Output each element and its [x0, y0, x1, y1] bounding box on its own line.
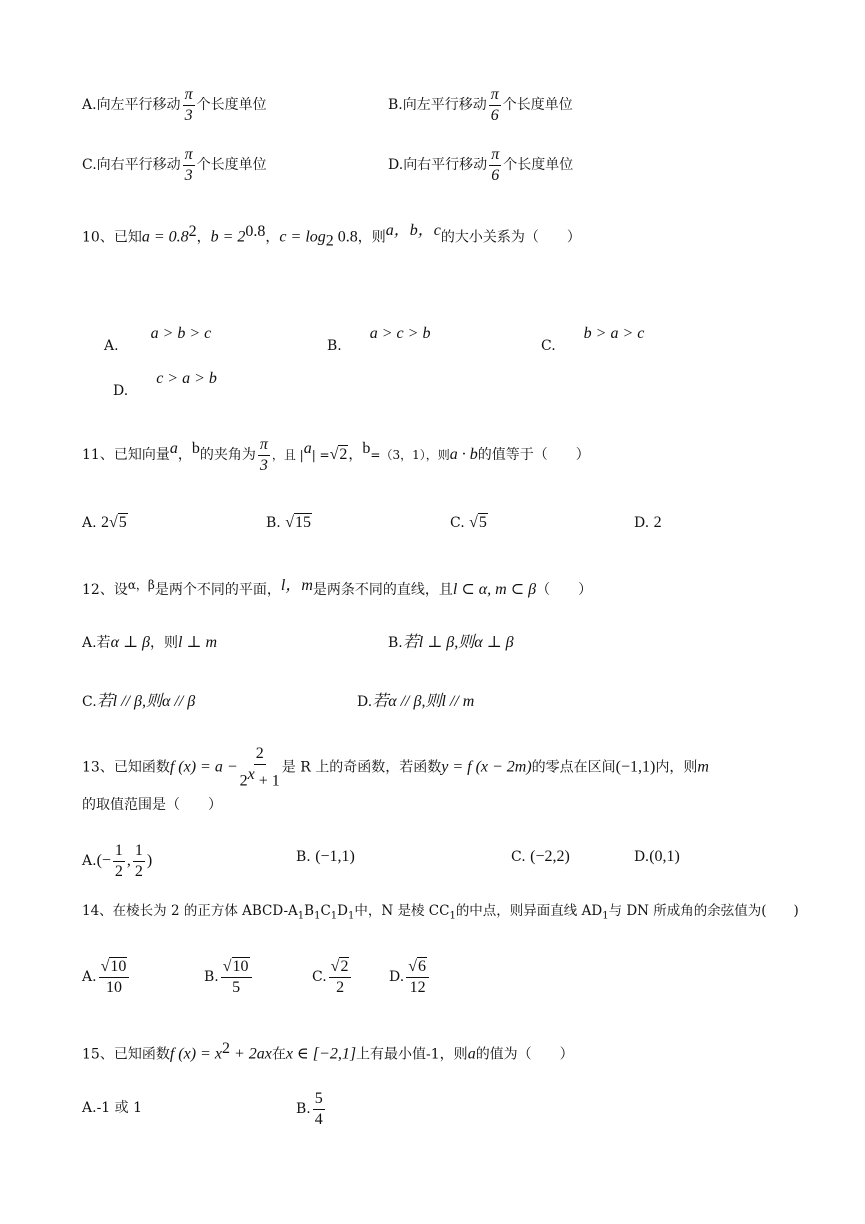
q12-t1: 是两个不同的平面，	[154, 582, 281, 598]
q9-a-num: π	[183, 86, 195, 106]
q14-s3: 1	[330, 910, 338, 922]
q11-dot: a · b	[449, 446, 478, 464]
q9-d-label: D.	[388, 157, 404, 174]
q9-option-d[interactable]	[388, 146, 573, 184]
q13-num: 2	[254, 745, 266, 765]
q14-d-den: 12	[409, 978, 426, 996]
q15-f: f (x) = x	[169, 1045, 222, 1063]
q13-d-expr: (0,1)	[649, 848, 680, 865]
q9-a-text1: 向左平行移动	[96, 97, 181, 114]
q9-b-text2: 个长度单位	[502, 97, 573, 114]
q14-s6: 1	[602, 910, 609, 922]
q14-d-rad: 6	[417, 958, 426, 975]
q12-prefix: 12、设	[82, 582, 128, 598]
q9-b-den: 6	[490, 106, 499, 124]
q14-s2: 1	[314, 910, 321, 922]
q9-b-num: π	[489, 86, 501, 106]
q14-c-den: 2	[336, 978, 345, 996]
q11-c-rad: 5	[478, 514, 487, 531]
q12-tail: （ ）	[536, 582, 593, 598]
q13-b-expr: (−1,1)	[315, 848, 355, 865]
q11-d-coef: 2	[653, 514, 662, 531]
q12-a-res: l ⊥ m	[177, 634, 218, 651]
q11-a-label: A.	[82, 515, 97, 531]
q14-d-label: D.	[389, 969, 405, 986]
q12-planes: α，β	[127, 578, 155, 592]
q10-then: ，则	[357, 229, 386, 246]
q14-s1: 1	[297, 910, 305, 922]
q9-c-label: C.	[82, 157, 97, 174]
q14-option-d[interactable]: D. $\frac{√6}{12}$	[389, 958, 431, 996]
q15-option-b[interactable]	[296, 1090, 327, 1128]
q14-b-rad: 10	[232, 958, 249, 975]
q14-stem-text: 14、在棱长为 2 的正方体 ABCD-A	[82, 903, 298, 919]
q11-abs-end: | =	[311, 448, 330, 463]
q11-a-rad: 5	[118, 514, 127, 531]
q14-option-a[interactable]: A. $\frac{√10}{10}$	[82, 958, 131, 996]
q13-c-expr: (−2,2)	[530, 848, 570, 865]
q10-option-d[interactable]	[113, 370, 217, 399]
q10-b-expr: a > c > b	[369, 325, 431, 342]
q10-stem	[82, 221, 581, 250]
q13-den-exp: x	[247, 765, 255, 783]
q11-tail: 的值等于（ ）	[477, 447, 590, 464]
q9-option-c[interactable]	[82, 146, 267, 184]
q13-option-c[interactable]	[511, 849, 570, 865]
q12-a-mid: ，则	[149, 635, 178, 651]
q11-prefix: 11、已知向量	[82, 447, 170, 464]
q11-v4: b	[362, 440, 371, 458]
q10-b-eq: b = 2	[210, 228, 246, 246]
q12-c-expr: 若l // β,则α // β	[96, 693, 196, 710]
q9-b-label: B.	[388, 97, 403, 114]
q9-c-text1: 向右平行移动	[96, 157, 181, 174]
q11-b-label: B.	[266, 515, 281, 531]
q13-den-tail: + 1	[254, 771, 280, 789]
q13-a-n1: 1	[113, 842, 125, 862]
q12-option-c[interactable]	[82, 694, 195, 710]
q11-sqrt-val: 2	[339, 446, 348, 464]
q13-f: f (x) = a −	[169, 758, 238, 776]
q9-option-a[interactable]	[82, 86, 267, 124]
q13-t2: 的零点在区间	[531, 759, 616, 776]
q11-den: 3	[259, 456, 268, 474]
q10-option-b[interactable]	[327, 325, 431, 354]
q13-option-a[interactable]	[82, 842, 152, 880]
q11-angle-text: 的夹角为	[199, 447, 256, 464]
q15-b-label: B.	[296, 1101, 311, 1118]
q11-option-c[interactable]: C. √5	[450, 514, 487, 531]
q15-t1: 在	[271, 1046, 286, 1063]
q15-f-tail: + 2ax	[229, 1045, 272, 1063]
q12-stem	[82, 577, 593, 598]
q11-c-label: C.	[450, 515, 465, 531]
q11-sep: ，	[348, 447, 363, 464]
q10-b-exp: 0.8	[245, 223, 266, 240]
q13-d-label: D.	[634, 849, 650, 865]
q9-option-b[interactable]	[388, 86, 573, 124]
q12-d-label: D.	[357, 694, 373, 710]
q14-t4: 中，N 是棱 CC	[354, 903, 450, 919]
q13-c-label: C.	[511, 849, 526, 865]
q11-b-rad: 15	[294, 514, 311, 531]
q9-c-den: 3	[184, 166, 193, 184]
q12-a-label: A.若	[82, 635, 111, 651]
q10-c-label: C.	[541, 338, 556, 354]
q12-option-b[interactable]	[388, 635, 514, 651]
q10-tail: 的大小关系为（ ）	[440, 229, 581, 246]
q9-a-label: A.	[82, 97, 97, 114]
q9-a-den: 3	[184, 106, 193, 124]
q13-prefix: 13、已知函数	[82, 759, 170, 776]
q9-d-text1: 向右平行移动	[403, 157, 488, 174]
q10-c-eq: c = log	[279, 228, 326, 246]
q10-vars: a，b，c	[385, 221, 441, 239]
q10-d-label: D.	[113, 383, 129, 399]
q13-a-n2: 1	[133, 842, 145, 862]
q13-a-comma: ,	[126, 852, 131, 870]
q12-d-expr: 若α // β,则l // m	[372, 693, 475, 710]
q13-b-label: B.	[296, 849, 311, 865]
q13-t1: 是 R 上的奇函数，若函数	[281, 759, 442, 776]
q9-c-text2: 个长度单位	[196, 157, 267, 174]
q14-option-c[interactable]: C. $\frac{√2}{2}$	[312, 958, 353, 996]
q14-b-den: 5	[232, 978, 241, 996]
q15-a-text: -1 或 1	[96, 1100, 143, 1116]
q11-option-a[interactable]: A. 2√5	[82, 514, 127, 531]
q11-d-label: D.	[634, 515, 650, 531]
q15-t2: 上有最小值-1，则	[356, 1046, 468, 1063]
q15-b-num: 5	[313, 1090, 325, 1110]
q14-option-b[interactable]: B. $\frac{√10}{5}$	[204, 958, 254, 996]
q11-v3: a	[303, 440, 312, 458]
q10-a-exp: 2	[188, 223, 197, 240]
q13-a-d1: 2	[114, 862, 123, 880]
q14-t1: B	[304, 903, 315, 919]
q15-a: a	[467, 1045, 476, 1063]
q9-d-text2: 个长度单位	[503, 157, 574, 174]
q14-t2: C	[320, 903, 331, 919]
q10-b-label: B.	[327, 338, 342, 354]
q10-prefix: 10、已知	[82, 229, 142, 246]
q14-c-label: C.	[312, 969, 327, 986]
q9-d-den: 6	[491, 166, 500, 184]
q12-option-d[interactable]	[357, 694, 474, 710]
q14-t6: 与 DN 所成角的余弦值为( )	[608, 903, 799, 919]
q15-exp: 2	[221, 1040, 230, 1057]
q10-d-expr: c > a > b	[156, 370, 217, 387]
q13-option-b[interactable]	[296, 849, 355, 865]
q14-a-den: 10	[105, 978, 122, 996]
q11-v2: b	[191, 440, 200, 458]
q14-t3: D	[337, 903, 348, 919]
q10-c-expr: b > a > c	[583, 325, 645, 342]
q10-c-sub: 2	[325, 232, 334, 250]
q12-t2: 是两条不同的直线，且	[312, 582, 453, 598]
q11-a-coef: 2	[101, 514, 110, 531]
q13-stem	[82, 745, 709, 790]
q10-sep2: ，	[265, 229, 280, 246]
q12-option-a[interactable]	[82, 635, 217, 651]
q14-stem	[82, 905, 799, 922]
q9-a-text2: 个长度单位	[196, 97, 267, 114]
q13-a-close: )	[146, 852, 153, 870]
q13-m: m	[697, 758, 709, 776]
q11-v1: a	[169, 440, 178, 458]
q15-b-den: 4	[314, 1110, 323, 1128]
q12-b-expr: 若l ⊥ β,则α ⊥ β	[402, 634, 514, 651]
q15-option-a[interactable]	[82, 1101, 142, 1115]
q13-a-open: (−	[96, 852, 111, 870]
q13-den-base: 2	[239, 771, 248, 789]
q14-s4: 1	[348, 910, 355, 922]
q13-stem-line2: 的取值范围是（ ）	[82, 797, 222, 813]
q14-t5: 的中点，则异面直线 AD	[455, 903, 603, 919]
q10-option-a[interactable]	[104, 325, 212, 354]
q12-cond: l ⊂ α, m ⊂ β	[452, 581, 537, 598]
q14-b-label: B.	[204, 969, 219, 986]
q10-option-c[interactable]	[541, 325, 645, 354]
q14-a-label: A.	[82, 969, 97, 986]
q10-c-tail: 0.8	[333, 228, 358, 246]
q11-vec-val: =（3，1），则	[370, 448, 450, 463]
q11-option-d[interactable]	[634, 515, 662, 531]
q15-x-in: x ∈ [−2,1]	[285, 1045, 357, 1063]
q14-s5: 1	[449, 910, 456, 922]
q13-t3: 内，则	[655, 759, 698, 776]
q13-interval: (−1,1)	[615, 758, 656, 776]
q15-a-label: A.	[82, 1100, 97, 1116]
q9-c-num: π	[183, 146, 195, 166]
q11-option-b[interactable]: B. √15	[266, 514, 311, 531]
q13-a-label: A.	[82, 853, 97, 870]
q9-d-num: π	[489, 146, 501, 166]
q10-a-eq: a = 0.8	[141, 228, 189, 246]
q12-lines: l，m	[280, 577, 313, 594]
q12-c-label: C.	[82, 694, 97, 710]
q14-a-rad: 10	[110, 958, 127, 975]
q11-stem: 11、已知向量a，b的夹角为 $\frac{\pi}{3}$ ，且 |a| =√2，b=（3，1），则a · b的值等于（ ）	[82, 436, 590, 474]
q13-g: y = f (x − 2m)	[441, 758, 532, 776]
q9-b-text1: 向左平行移动	[402, 97, 487, 114]
q14-c-rad: 2	[340, 958, 349, 975]
q15-stem	[82, 1041, 574, 1063]
q12-a-expr: α ⊥ β	[110, 634, 150, 651]
q11-and: ，且 |	[271, 448, 304, 463]
q10-sep1: ，	[196, 229, 211, 246]
q15-tail: 的值为（ ）	[475, 1046, 574, 1063]
q13-option-d[interactable]	[634, 849, 680, 865]
q10-a-expr: a > b > c	[150, 325, 212, 342]
q11-num: π	[258, 436, 270, 456]
q10-a-label: A.	[104, 338, 119, 354]
q11-comma: ，	[177, 447, 192, 464]
q15-prefix: 15、已知函数	[82, 1046, 170, 1063]
q13-a-d2: 2	[134, 862, 143, 880]
q12-b-label: B.	[388, 635, 403, 651]
